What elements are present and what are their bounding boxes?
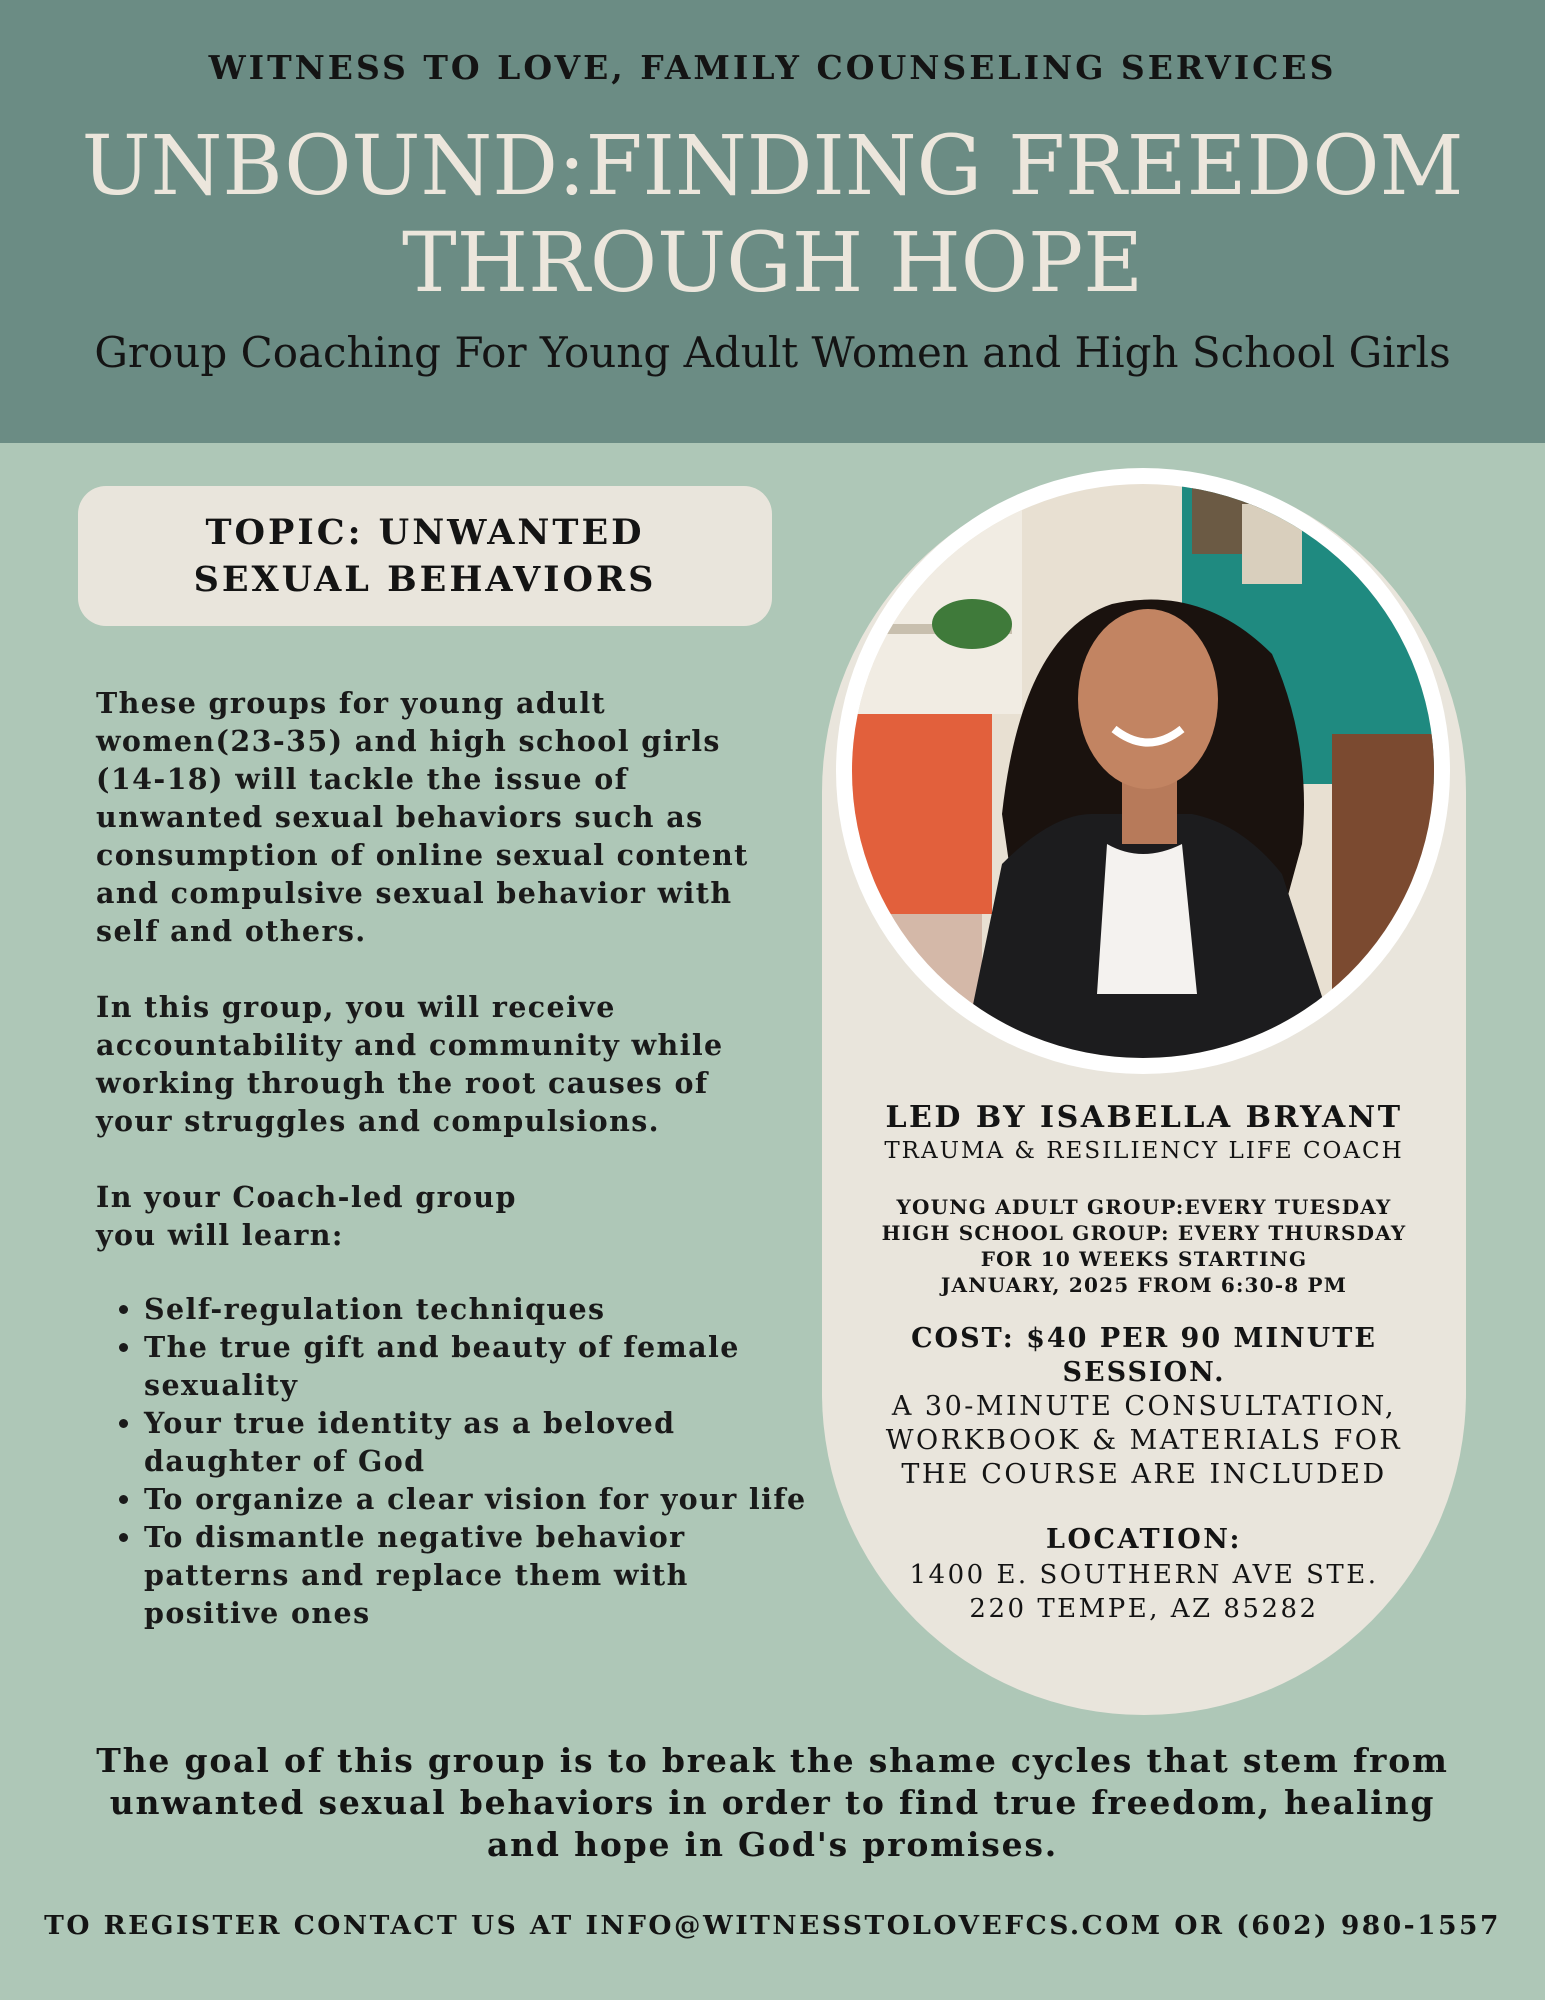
schedule bbox=[822, 1194, 1466, 1298]
schedule-line: FOR 10 WEEKS STARTING bbox=[980, 1247, 1308, 1271]
address-line: 220 TEMPE, AZ 85282 bbox=[969, 1594, 1319, 1624]
included-line: A 30-MINUTE CONSULTATION, bbox=[891, 1391, 1397, 1422]
cost-line: COST: $40 PER 90 MINUTE bbox=[911, 1323, 1377, 1354]
learn-intro bbox=[96, 1178, 776, 1254]
list-item: • Your true identity as a beloved daughter of God bbox=[144, 1404, 810, 1480]
cost bbox=[822, 1322, 1466, 1390]
title-line-1: UNBOUND:FINDING FREEDOM bbox=[81, 119, 1464, 214]
schedule-line: JANUARY, 2025 FROM 6:30-8 PM bbox=[940, 1273, 1348, 1297]
included-line: WORKBOOK & MATERIALS FOR bbox=[885, 1425, 1403, 1456]
topic-text: TOPIC: UNWANTED SEXUAL BEHAVIORS bbox=[193, 512, 657, 600]
included-items bbox=[822, 1390, 1466, 1492]
list-item: • To organize a clear vision for your life bbox=[144, 1480, 810, 1518]
organization-name: WITNESS TO LOVE, FAMILY COUNSELING SERVICES bbox=[208, 48, 1337, 87]
learning-list bbox=[110, 1290, 810, 1632]
page-title bbox=[0, 118, 1545, 312]
intro-paragraph: These groups for young adult women(23-35) and high school girls (14-18) will tackle the issue of unwanted sexual behaviors such as consumption of online sexual content and compulsive sexual behavior with self and others. bbox=[96, 686, 749, 948]
learn-intro-line-1: In your Coach-led group bbox=[96, 1180, 517, 1214]
cost-line: SESSION. bbox=[1062, 1357, 1226, 1388]
portrait-illustration bbox=[852, 484, 1434, 1058]
location-address bbox=[822, 1558, 1466, 1626]
contact-info: TO REGISTER CONTACT US AT INFO@WITNESSTOLOVEFCS.COM OR (602) 980-1557 bbox=[44, 1910, 1501, 1941]
list-item: • Self-regulation techniques bbox=[144, 1290, 810, 1328]
included-line: THE COURSE ARE INCLUDED bbox=[901, 1459, 1387, 1490]
schedule-line: YOUNG ADULT GROUP:EVERY TUESDAY bbox=[896, 1195, 1392, 1219]
coach-role: TRAUMA & RESILIENCY LIFE COACH bbox=[884, 1138, 1404, 1164]
page-subtitle: Group Coaching For Young Adult Women and High School Girls bbox=[94, 328, 1451, 377]
list-item: • To dismantle negative behavior patterns and replace them with positive ones bbox=[144, 1518, 810, 1632]
schedule-line: HIGH SCHOOL GROUP: EVERY THURSDAY bbox=[881, 1221, 1407, 1245]
goal-statement: The goal of this group is to break the shame cycles that stem from unwanted sexual behaviors in order to find true freedom, healing and hope in God's promises. bbox=[96, 1741, 1449, 1864]
address-line: 1400 E. SOUTHERN AVE STE. bbox=[909, 1560, 1379, 1590]
title-line-2: THROUGH HOPE bbox=[401, 216, 1144, 311]
list-item: • The true gift and beauty of female sexuality bbox=[144, 1328, 810, 1404]
topic-box bbox=[78, 486, 772, 626]
header-banner bbox=[0, 0, 1545, 443]
coach-name: LED BY ISABELLA BRYANT bbox=[885, 1100, 1403, 1135]
learn-intro-line-2: you will learn: bbox=[96, 1218, 344, 1252]
coach-portrait-photo bbox=[852, 484, 1434, 1058]
accountability-paragraph: In this group, you will receive accountability and community while working through the root causes of your struggles and compulsions. bbox=[96, 990, 724, 1138]
location-label: LOCATION: bbox=[1046, 1524, 1242, 1555]
